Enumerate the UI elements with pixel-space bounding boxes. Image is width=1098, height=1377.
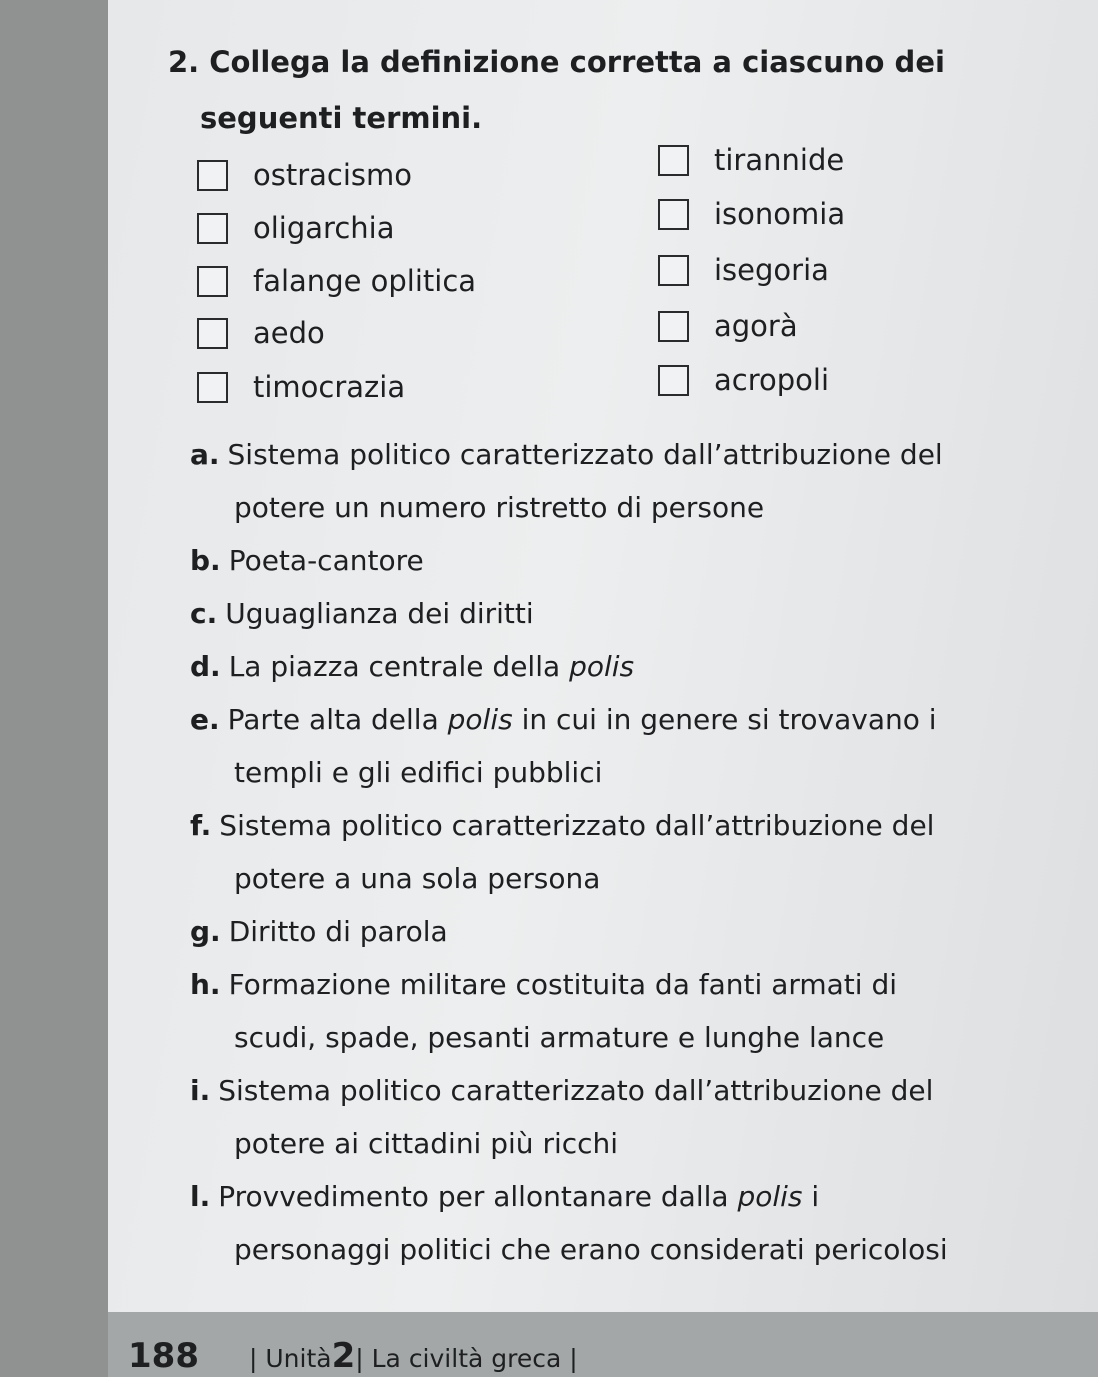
exercise-title-line-1: 2. Collega la definizione corretta a ciascuno dei xyxy=(168,45,945,79)
term-timocrazia xyxy=(197,367,405,407)
answer-checkbox[interactable] xyxy=(658,199,689,230)
term-aedo xyxy=(197,313,325,353)
exercise-title-line-2: seguenti termini. xyxy=(200,101,483,135)
definition-g: g. Diritto di parola xyxy=(190,915,448,948)
footer-separator: | Unità xyxy=(248,1344,332,1373)
answer-checkbox[interactable] xyxy=(197,160,228,191)
answer-checkbox[interactable] xyxy=(658,145,689,176)
definition-a: a. Sistema politico caratterizzato dall’attribuzione del potere un numero ristretto di persone xyxy=(190,438,943,524)
term-agora xyxy=(658,306,798,346)
definition-b: b. Poeta-cantore xyxy=(190,544,424,577)
exercise-heading xyxy=(168,34,1068,146)
term-label: oligarchia xyxy=(253,211,395,245)
term-label: falange oplitica xyxy=(253,264,477,298)
definition-f: f. Sistema politico caratterizzato dall’attribuzione del potere a una sola persona xyxy=(190,809,935,895)
term-falange-oplitica xyxy=(197,261,476,301)
answer-checkbox[interactable] xyxy=(197,213,228,244)
definition-i: i. Sistema politico caratterizzato dall’attribuzione del potere ai cittadini più ricchi xyxy=(190,1074,934,1160)
answer-checkbox[interactable] xyxy=(658,311,689,342)
term-label: tirannide xyxy=(714,143,845,177)
answer-checkbox[interactable] xyxy=(658,255,689,286)
definition-e: e. Parte alta della polis in cui in genere si trovavano i templi e gli edifici pubblici xyxy=(190,703,937,789)
term-ostracismo xyxy=(197,155,412,195)
answer-checkbox[interactable] xyxy=(658,365,689,396)
term-label: timocrazia xyxy=(253,370,406,404)
page-footer xyxy=(128,1336,578,1376)
term-label: isonomia xyxy=(714,197,846,231)
page-number: 188 xyxy=(128,1336,199,1376)
term-acropoli xyxy=(658,360,829,400)
footer-section-title: | La civiltà greca | xyxy=(355,1344,578,1373)
unit-number: 2 xyxy=(331,1336,356,1376)
term-isegoria xyxy=(658,250,829,290)
term-oligarchia xyxy=(197,208,394,248)
answer-checkbox[interactable] xyxy=(197,372,228,403)
definition-h: h. Formazione militare costituita da fanti armati di scudi, spade, pesanti armature e lunghe lance xyxy=(190,968,898,1054)
term-isonomia xyxy=(658,194,845,234)
term-label: agorà xyxy=(714,309,798,343)
term-label: isegoria xyxy=(714,253,829,287)
definition-c: c. Uguaglianza dei diritti xyxy=(190,597,534,630)
term-label: acropoli xyxy=(714,363,830,397)
definitions-list xyxy=(190,428,1070,1276)
term-tirannide xyxy=(658,140,844,180)
term-label: aedo xyxy=(253,316,325,350)
answer-checkbox[interactable] xyxy=(197,318,228,349)
term-label: ostracismo xyxy=(253,158,413,192)
exercise-number: 2. xyxy=(168,45,200,79)
definition-d: d. La piazza centrale della polis xyxy=(190,650,635,683)
definition-l: l. Provvedimento per allontanare dalla polis i personaggi politici che erano considerati pericolosi xyxy=(190,1180,948,1266)
answer-checkbox[interactable] xyxy=(197,266,228,297)
